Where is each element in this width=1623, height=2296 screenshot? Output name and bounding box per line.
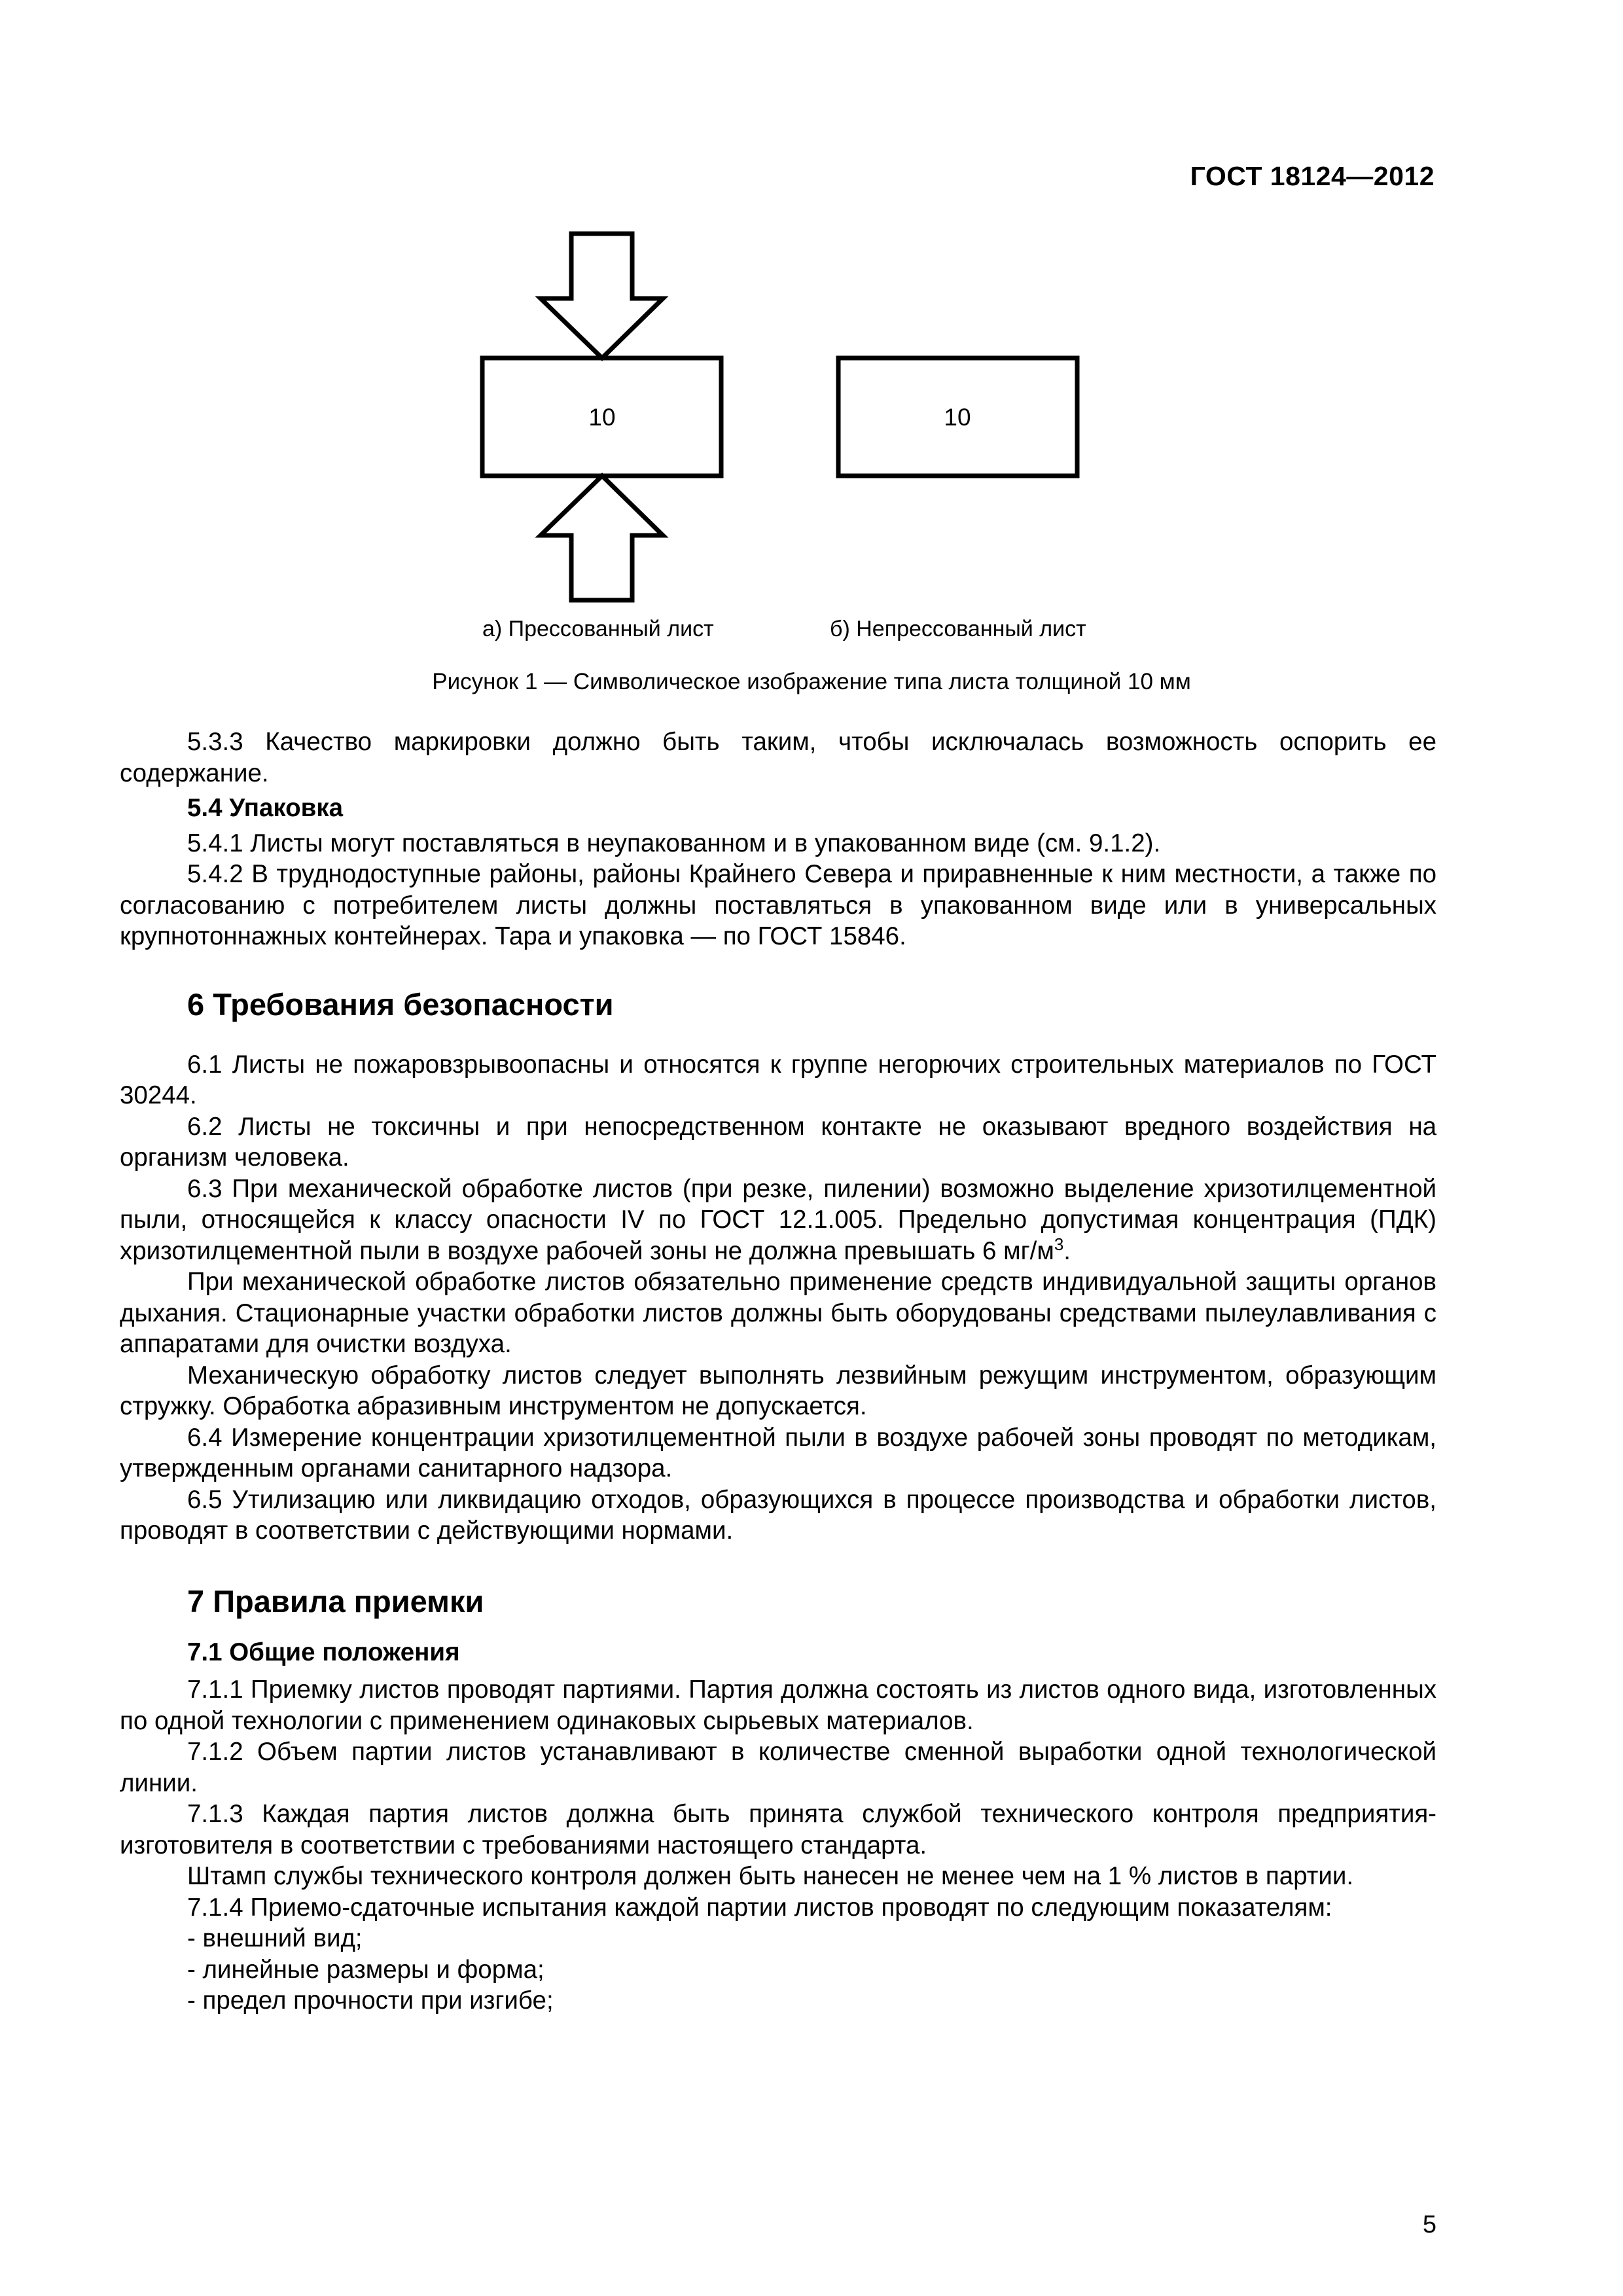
press-arrow-top (541, 234, 663, 358)
paragraph-6-3-end: . (1063, 1236, 1071, 1265)
document-body (120, 726, 1436, 2017)
paragraph-5-3-3: 5.3.3 Качество маркировки должно быть таким, чтобы исключалась возможность оспорить ее содержание. (120, 728, 1436, 787)
paragraph-6-3-text: 6.3 При механической обработке листов (при резке, пилении) возможно выделение хризотилцементной пыли, относящейся к классу опасности IV по ГОСТ 12.1.005. Предельно допустимая концентрация (ПДК) хризотилцементной пыли в воздухе рабочей зоны не должна превышать 6 мг/м (120, 1174, 1436, 1265)
heading-7-1: 7.1 Общие положения (187, 1638, 460, 1666)
heading-section-6: 6 Требования безопасности (187, 986, 614, 1022)
pressed-sheet-value: 10 (588, 404, 616, 431)
unpressed-sheet-value: 10 (944, 404, 971, 431)
list-item: - внешний вид; (187, 1924, 363, 1952)
list-item: - линейные размеры и форма; (187, 1955, 544, 1984)
figure-title: Рисунок 1 — Символическое изображение типа листа толщиной 10 мм (432, 669, 1191, 694)
page-number: 5 (1422, 2211, 1436, 2238)
document-code: ГОСТ 18124—2012 (1190, 161, 1435, 191)
paragraph-7-1-2: 7.1.2 Объем партии листов устанавливают в количестве сменной выработки одной технологической линии. (120, 1738, 1436, 1797)
paragraph-7-1-1: 7.1.1 Приемку листов проводят партиями. Партия должна состоять из листов одного вида, изготовленных по одной технологии с применением одинаковых сырьевых материалов. (120, 1676, 1436, 1735)
paragraph-6-4: 6.4 Измерение концентрации хризотилцементной пыли в воздухе рабочей зоны проводят по методикам, утвержденным органами санитарного надзора. (120, 1423, 1436, 1482)
caption-pressed-sheet: а) Прессованный лист (482, 617, 714, 641)
paragraph-6-3-c: Механическую обработку листов следует выполнять лезвийным режущим инструментом, образующим стружку. Обработка абразивным инструментом не допускается. (120, 1361, 1436, 1420)
list-item: - предел прочности при изгибе; (187, 1986, 554, 2015)
paragraph-5-4-2: 5.4.2 В труднодоступные районы, районы Крайнего Севера и приравненные к ним местности, а также по согласованию с потребителем листы должны поставляться в упакованном виде или в универсальных крупнотоннажных контейнерах. Тара и упаковка — по ГОСТ 15846. (120, 860, 1436, 950)
paragraph-6-5: 6.5 Утилизацию или ликвидацию отходов, образующихся в процессе производства и обработки листов, проводят в соответствии с действующими нормами. (120, 1485, 1436, 1545)
unit-superscript: 3 (1054, 1234, 1064, 1254)
press-arrow-bottom (541, 476, 663, 600)
paragraph-6-1: 6.1 Листы не пожаровзрывоопасны и относятся к группе негорючих строительных материалов по ГОСТ 30244. (120, 1050, 1436, 1109)
caption-unpressed-sheet: б) Непрессованный лист (830, 617, 1086, 641)
paragraph-5-4-1: 5.4.1 Листы могут поставляться в неупакованном и в упакованном виде (см. 9.1.2). (187, 829, 1161, 857)
paragraph-6-2: 6.2 Листы не токсичны и при непосредственном контакте не оказывают вредного воздействия на организм человека. (120, 1112, 1436, 1172)
heading-section-7: 7 Правила приемки (187, 1583, 484, 1619)
paragraph-7-1-3: 7.1.3 Каждая партия листов должна быть принята службой технического контроля предприятия-изготовителя в соответствии с требованиями настоящего стандарта. (120, 1800, 1436, 1859)
heading-5-4: 5.4 Упаковка (187, 794, 343, 822)
paragraph-7-1-4: 7.1.4 Приемо-сдаточные испытания каждой партии листов проводят по следующим показателям: (187, 1893, 1332, 1922)
paragraph-6-3-b: При механической обработке листов обязательно применение средств индивидуальной защиты органов дыхания. Стационарные участки обработки листов должны быть оборудованы средствами пылеулавливания с аппаратами для очистки воздуха. (120, 1268, 1436, 1358)
figure-1-diagram (0, 0, 1623, 615)
paragraph-6-3 (120, 1174, 1436, 1267)
paragraph-7-1-3-b: Штамп службы технического контроля должен быть нанесен не менее чем на 1 % листов в партии. (187, 1862, 1354, 1890)
